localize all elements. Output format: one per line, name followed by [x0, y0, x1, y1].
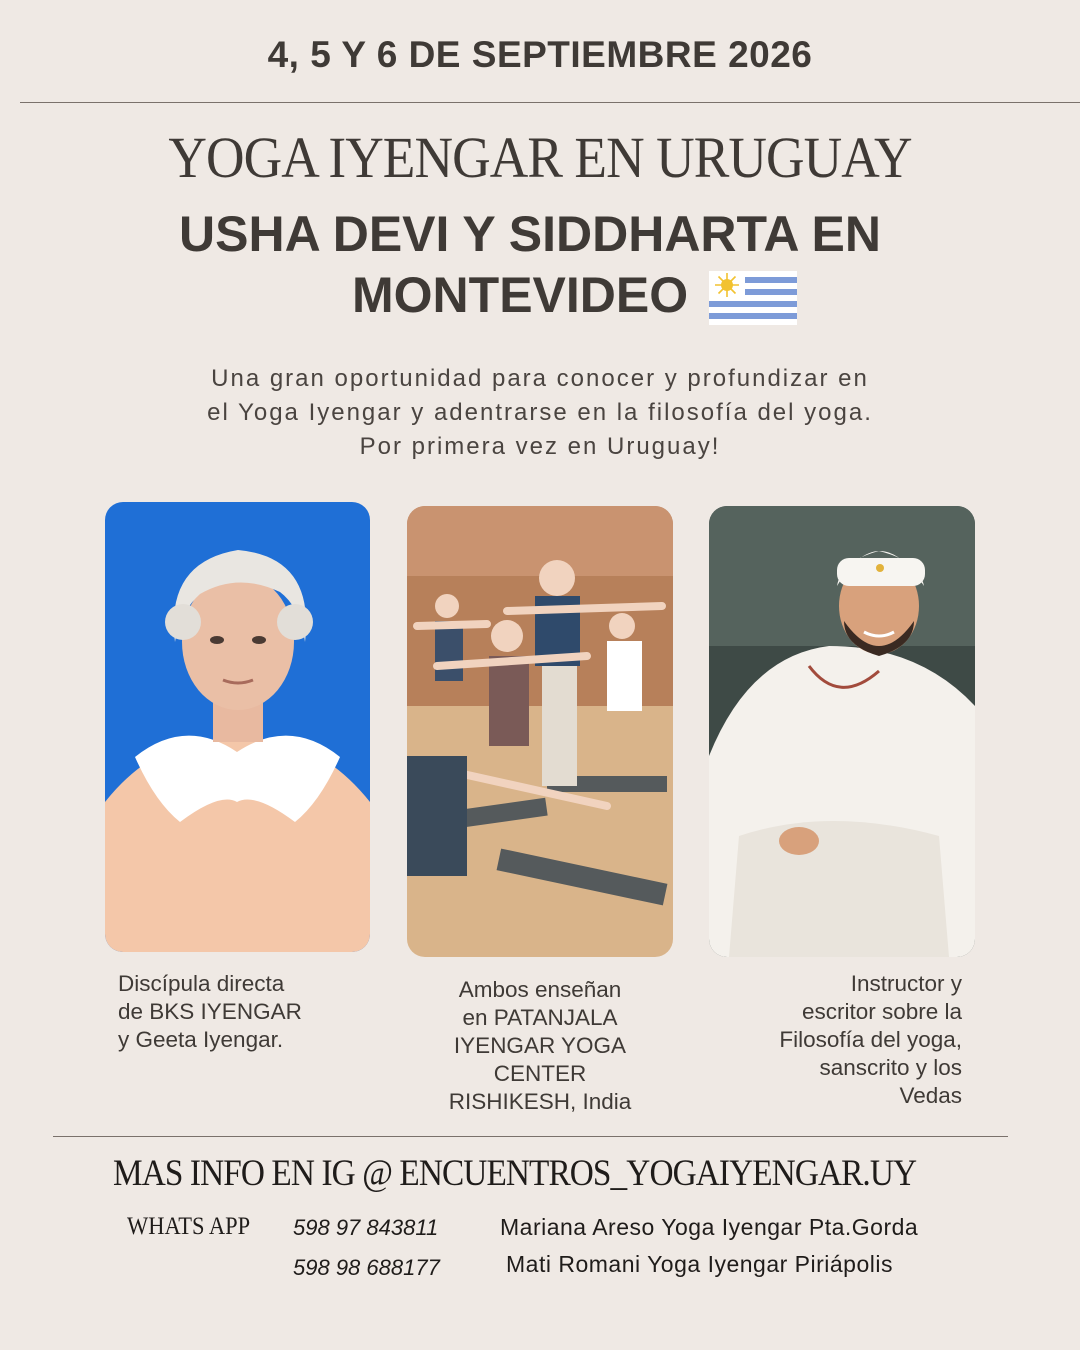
description-line-1: Una gran oportunidad para conocer y profundizar en — [211, 365, 869, 392]
siddharta-photo — [709, 506, 975, 957]
contact-1: Mariana Areso Yoga Iyengar Pta.Gorda — [500, 1214, 919, 1240]
caption-line: RISHIKESH, India — [448, 1089, 632, 1114]
contact-2: Mati Romani Yoga Iyengar Piriápolis — [506, 1251, 893, 1277]
event-date: 4, 5 Y 6 DE SEPTIEMBRE 2026 — [267, 34, 813, 75]
caption-siddharta — [712, 970, 962, 1110]
event-title: YOGA IYENGAR EN URUGUAY — [168, 125, 912, 190]
caption-line: y Geeta Iyengar. — [118, 1027, 284, 1052]
phone-number-1: 598 97 843811 — [293, 1215, 439, 1240]
caption-line: de BKS IYENGAR — [118, 999, 302, 1024]
instagram-info: MAS INFO EN IG @ ENCUENTROS_YOGAIYENGAR.UY — [113, 1153, 917, 1194]
yoga-class-photo — [407, 506, 673, 957]
caption-line: Vedas — [899, 1083, 962, 1108]
top-divider — [20, 102, 1080, 103]
phone-number-2: 598 98 688177 — [293, 1255, 440, 1280]
caption-line: Ambos enseñan — [458, 977, 622, 1002]
caption-line: IYENGAR YOGA — [453, 1033, 627, 1058]
caption-line: CENTER — [493, 1061, 587, 1086]
whatsapp-label: WHATS APP — [127, 1213, 251, 1240]
description-line-3: Por primera vez en Uruguay! — [359, 433, 721, 460]
caption-line: Instructor y — [850, 971, 962, 996]
headline-line-1: USHA DEVI Y SIDDHARTA EN — [179, 206, 881, 262]
caption-line: Filosofía del yoga, — [779, 1027, 962, 1052]
caption-line: sanscrito y los — [819, 1055, 962, 1080]
caption-usha-devi — [118, 970, 348, 1054]
caption-center — [407, 976, 673, 1116]
uruguay-flag-icon — [709, 271, 797, 325]
bottom-divider — [53, 1136, 1008, 1137]
description-line-2: el Yoga Iyengar y adentrarse en la filosofía del yoga. — [207, 399, 873, 426]
headline-line-2: MONTEVIDEO — [352, 267, 689, 323]
caption-line: Discípula directa — [118, 971, 285, 996]
caption-line: escritor sobre la — [801, 999, 962, 1024]
usha-devi-photo — [105, 502, 370, 952]
caption-line: en PATANJALA — [462, 1005, 618, 1030]
